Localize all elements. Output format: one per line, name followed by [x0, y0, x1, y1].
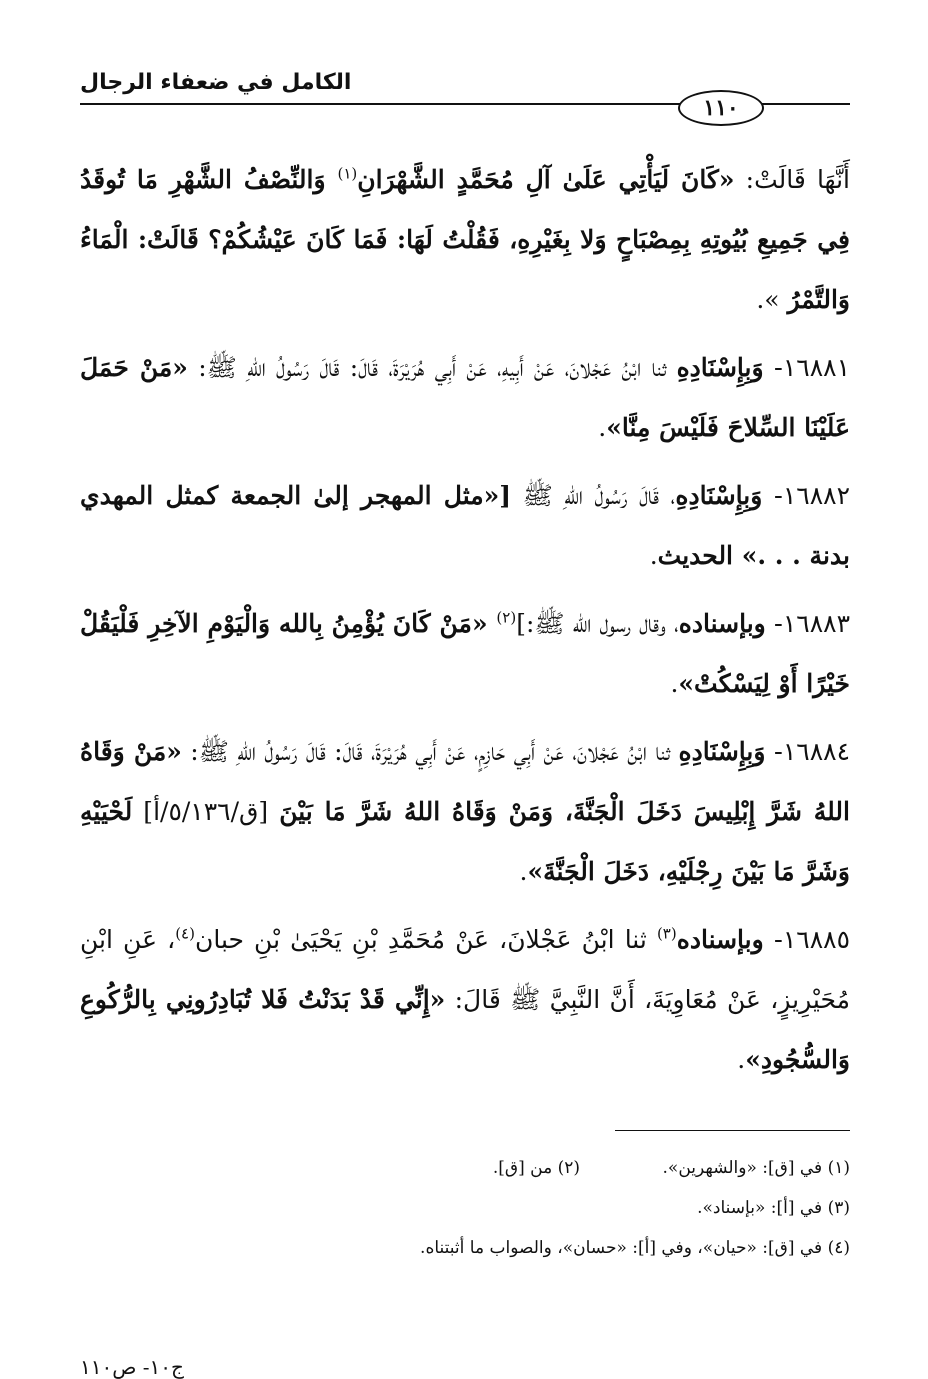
paragraph-end: .	[649, 541, 658, 570]
paragraph-text: ثنا ابْنُ عَجْلانَ، عَنْ مُحَمَّدِ بْنِ يَحْيَىٰ بْنِ حبان	[194, 925, 657, 954]
footnote-2: (٢) من [ق].	[492, 1158, 580, 1178]
footnote-row	[80, 1148, 850, 1188]
hadith-16884	[80, 722, 850, 902]
isnad-lead: وبإسناده	[678, 609, 766, 638]
isnad-lead: وَبِإِسْنَادِهِ	[675, 481, 763, 510]
paragraph-end: .	[519, 857, 528, 886]
footnote-marker[interactable]: (١)	[337, 164, 358, 183]
footnotes	[80, 1148, 850, 1268]
hadith-number: ١٦٨٨١-	[763, 353, 850, 382]
paragraph-continuation	[80, 150, 850, 330]
hadith-number: ١٦٨٨٣-	[765, 609, 850, 638]
footnote-marker[interactable]: (٣)	[656, 924, 677, 943]
page-number: ١١٠	[678, 90, 764, 126]
paragraph-text: ثنا ابْنُ عَجْلانَ، عَنْ أَبِيهِ، عَنْ أَبِي هُرَيْرَةَ، قَالَ: قَالَ رَسُولُ اللهِ ﷺ:	[187, 353, 677, 382]
hadith-16885	[80, 910, 850, 1090]
hadith-quote: «كَانَ لَيَأْتِي عَلَىٰ آلِ مُحَمَّدٍ الشَّهْرَانِ	[357, 165, 735, 194]
book-title: الكامل في ضعفاء الرجال	[80, 70, 352, 95]
footnote-1: (١) في [ق]: «والشهرين».	[662, 1158, 850, 1178]
paragraph-end: .	[737, 1045, 746, 1074]
hadith-16883	[80, 594, 850, 714]
volume-page-reference: ج١٠- ص١١٠	[80, 1355, 184, 1379]
hadith-quote: «مَنْ حَمَلَ عَلَيْنَا السِّلاحَ فَلَيْسَ مِنَّا»	[80, 353, 850, 442]
manuscript-reference: [ق/٥/١٣٦/أ]	[132, 797, 280, 826]
hadith-number: ١٦٨٨٢-	[762, 481, 850, 510]
hadith-quote: «مَنْ كَانَ يُؤْمِنُ بِالله وَالْيَوْمِ الآخِرِ فَلْيَقُلْ خَيْرًا أَوْ لِيَسْكُتْ»	[80, 609, 850, 698]
hadith-quote: لَحْيَيْهِ وَشَرَّ مَا بَيْنَ رِجْلَيْهِ، دَخَلَ الْجَنَّةَ»	[80, 797, 850, 886]
hadith-quote: «مَنْ وَقَاهُ اللهُ شَرَّ إِبْلِيسَ دَخَلَ الْجَنَّةَ، وَمَنْ وَقَاهُ اللهُ شَرَّ مَا بَيْنَ	[80, 737, 850, 826]
hadith-number: ١٦٨٨٥-	[763, 925, 850, 954]
hadith-16882	[80, 466, 850, 586]
hadith-16881	[80, 338, 850, 458]
hadith-quote: وَالنِّصْفُ الشَّهْرِ مَا تُوقَدُ فِي جَمِيعِ بُيُوتِهِ بِمِصْبَاحٍ وَلا بِغَيْرِهِ، فَقُلْتُ لَهَا: فَمَا كَانَ عَيْشُكُمْ؟ قَالَتْ: الْمَاءُ وَالتَّمْرُ	[80, 165, 850, 314]
paragraph-end: ».	[756, 285, 788, 314]
paragraph-end: .	[598, 413, 607, 442]
paragraph-end: .	[670, 669, 679, 698]
paragraph-text: ثنا ابْنُ عَجْلانَ، عَنْ أَبِي حَازِمٍ، عَنْ أَبِي هُرَيْرَةَ، قَالَ: قَالَ رَسُولُ اللهِ ﷺ:	[181, 737, 679, 766]
paragraph-text: أَنَّهَا قَالَتْ:	[734, 165, 850, 194]
paragraph-text: ، قَالَ رَسُولُ اللهِ ﷺ	[511, 481, 676, 510]
footnote-marker[interactable]: (٢)	[496, 608, 517, 627]
isnad-lead: وَبِإِسْنَادِهِ	[676, 353, 764, 382]
paragraph-text: ، وقال رسول الله ﷺ:]	[516, 609, 679, 638]
isnad-lead: وَبِإِسْنَادِهِ	[678, 737, 766, 766]
isnad-lead: وبإسناده	[676, 925, 764, 954]
footnote-marker[interactable]: (٤)	[175, 924, 195, 943]
hadith-quote: [«مثل المهجر إلىٰ الجمعة كمثل المهدي بدنة . . .» الحديث	[80, 481, 850, 570]
paragraph-text: ، عَنِ ابْنِ مُحَيْرِيزٍ، عَنْ مُعَاوِيَةَ، أَنَّ النَّبِيَّ ﷺ قَالَ:	[80, 925, 850, 1014]
footnote-rule	[615, 1130, 850, 1131]
footnote-3: (٣) في [أ]: «بإسناد».	[697, 1198, 850, 1218]
hadith-number: ١٦٨٨٤-	[765, 737, 850, 766]
hadith-quote: «إِنِّي قَدْ بَدَنْتُ فَلا تُبَادِرُونِي بِالرُّكُوعِ وَالسُّجُودِ»	[80, 985, 850, 1074]
body-text	[80, 150, 850, 1098]
footnote-4: (٤) في [ق]: «حيان»، وفي [أ]: «حسان»، والصواب ما أثبتناه.	[420, 1238, 850, 1258]
